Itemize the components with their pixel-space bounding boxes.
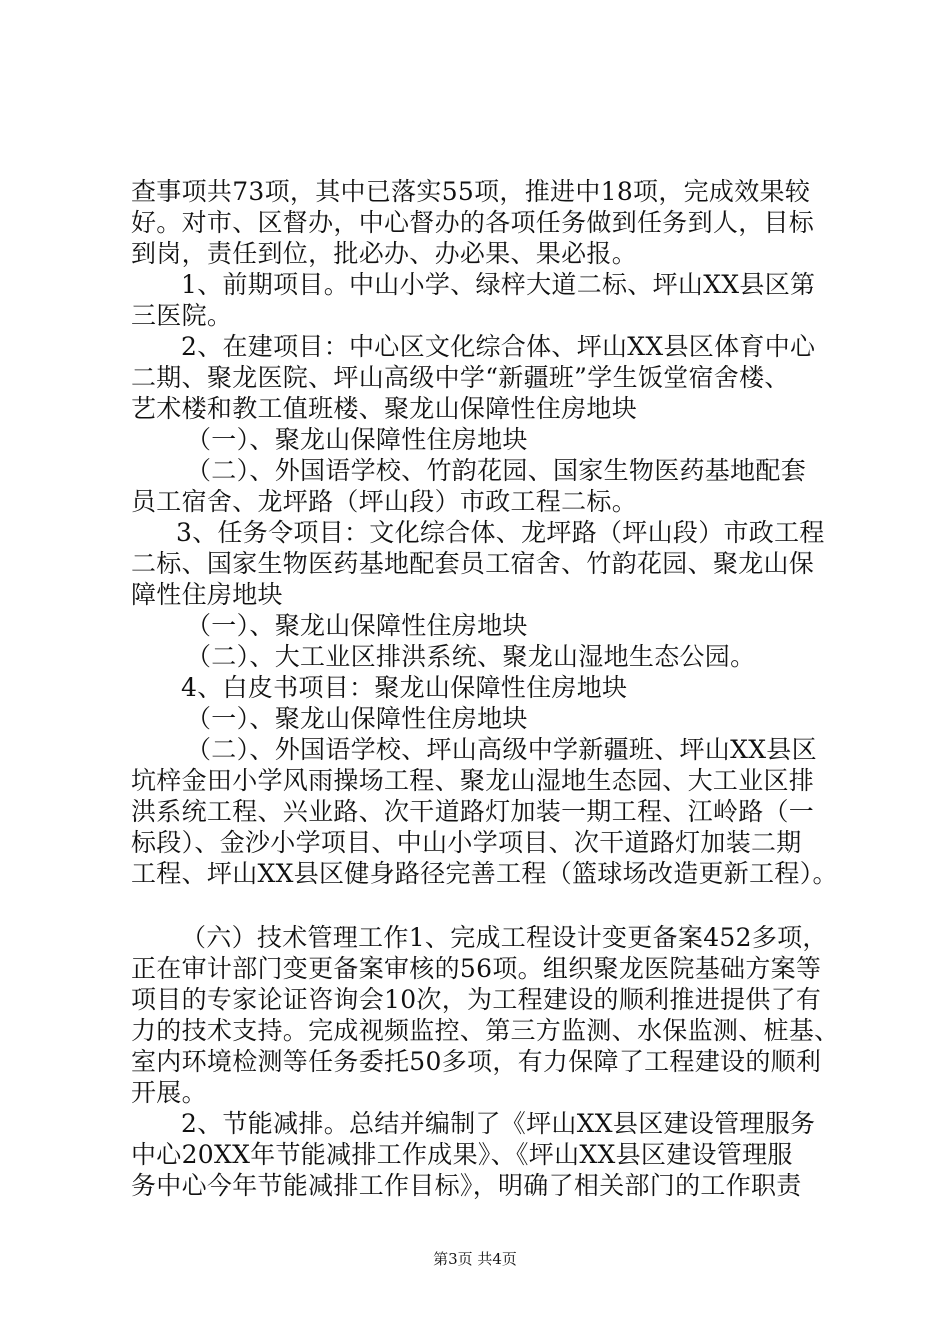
text-line: 力的技术支持。完成视频监控、第三方监测、水保监测、桩基、 <box>131 1016 840 1045</box>
text-line: 障性住房地块 <box>131 580 283 609</box>
text-line: 到岗，责任到位，批必办、办必果、果必报。 <box>131 239 638 268</box>
text-line: 4、白皮书项目：聚龙山保障性住房地块 <box>181 673 628 702</box>
text-line: 2、在建项目：中心区文化综合体、坪山XX县区体育中心 <box>181 332 816 361</box>
text-line: 三医院。 <box>131 301 233 330</box>
text-line: 艺术楼和教工值班楼、聚龙山保障性住房地块 <box>131 394 638 423</box>
text-line: 坑梓金田小学风雨操场工程、聚龙山湿地生态园、大工业区排 <box>131 766 815 795</box>
text-line: （一）、聚龙山保障性住房地块 <box>186 704 528 733</box>
text-line: 好。对市、区督办，中心督办的各项任务做到任务到人，目标 <box>131 208 815 237</box>
text-line: （一）、聚龙山保障性住房地块 <box>186 425 528 454</box>
text-line: 正在审计部门变更备案审核的56项。组织聚龙医院基础方案等 <box>131 954 822 983</box>
text-line: （一）、聚龙山保障性住房地块 <box>186 611 528 640</box>
text-line: 工程、坪山XX县区健身路径完善工程（篮球场改造更新工程）。 <box>131 859 838 888</box>
text-line: 洪系统工程、兴业路、次干道路灯加装一期工程、江岭路（一 <box>131 797 815 826</box>
text-line: 2、节能减排。总结并编制了《坪山XX县区建设管理服务 <box>181 1109 816 1138</box>
text-line: 二期、聚龙医院、坪山高级中学“新疆班”学生饭堂宿舍楼、 <box>131 363 790 392</box>
text-line: 3、任务令项目：文化综合体、龙坪路（坪山段）市政工程 <box>176 518 825 547</box>
text-line: 项目的专家论证咨询会10次，为工程建设的顺利推进提供了有 <box>131 985 822 1014</box>
text-line: 员工宿舍、龙坪路（坪山段）市政工程二标。 <box>131 487 638 516</box>
text-line: 开展。 <box>131 1078 207 1107</box>
text-line: 标段）、金沙小学项目、中山小学项目、次干道路灯加装二期 <box>131 828 802 857</box>
text-line: （二）、大工业区排洪系统、聚龙山湿地生态公园。 <box>186 642 756 671</box>
text-line: （二）、外国语学校、坪山高级中学新疆班、坪山XX县区 <box>186 735 817 764</box>
page-number-footer: 第3页 共4页 <box>433 1250 517 1268</box>
text-line: 务中心今年节能减排工作目标》，明确了相关部门的工作职责 <box>131 1171 802 1200</box>
text-line: 1、前期项目。中山小学、绿梓大道二标、坪山XX县区第 <box>181 270 816 299</box>
text-line: 室内环境检测等任务委托50多项，有力保障了工程建设的顺利 <box>131 1047 822 1076</box>
text-line: （二）、外国语学校、竹韵花园、国家生物医药基地配套 <box>186 456 807 485</box>
text-line: 中心20XX年节能减排工作成果》、《坪山XX县区建设管理服 <box>131 1140 793 1169</box>
text-line: 二标、国家生物医药基地配套员工宿舍、竹韵花园、聚龙山保 <box>131 549 815 578</box>
text-line: 查事项共73项，其中已落实55项，推进中18项，完成效果较 <box>131 177 811 206</box>
text-line: （六）技术管理工作1、完成工程设计变更备案452多项， <box>181 923 828 952</box>
